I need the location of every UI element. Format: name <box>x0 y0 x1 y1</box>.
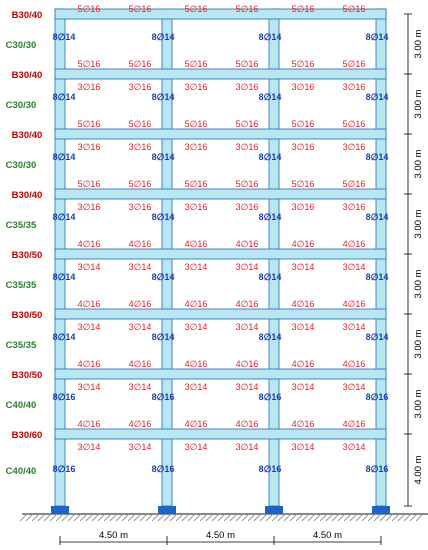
span-dimension-label: 4.50 m <box>312 530 343 541</box>
column-rebar-label: 8∅14 <box>365 32 389 42</box>
beam-bottom-rebar-right: 5∅16 <box>128 59 152 69</box>
beam-bottom-rebar-left: 4∅16 <box>291 359 315 369</box>
beam-type-label: B30/40 <box>11 70 43 81</box>
beam-level-4 <box>55 189 386 199</box>
beam-level-2 <box>55 69 386 79</box>
beam-top-rebar-left: 3∅14 <box>77 322 101 332</box>
ground-hatch <box>404 515 410 521</box>
beam-top-rebar-left: 3∅16 <box>291 142 315 152</box>
beam-level-5 <box>55 249 386 259</box>
ground-hatch <box>320 515 326 521</box>
beam-top-rebar-right: 3∅14 <box>342 382 366 392</box>
beam-top-rebar-right: 5∅16 <box>235 4 259 14</box>
ground-hatch <box>200 515 206 521</box>
storey-height-label: 3.00 m <box>413 389 424 419</box>
ground-hatch <box>266 515 272 521</box>
beam-bottom-rebar-right: 5∅16 <box>128 179 152 189</box>
ground-hatch <box>386 515 392 521</box>
column-rebar-label: 8∅16 <box>258 392 282 402</box>
column-rebar-label: 8∅14 <box>52 272 76 282</box>
ground-hatch <box>56 515 62 521</box>
beam-bottom-rebar-right: 5∅16 <box>235 119 259 129</box>
beam-top-rebar-right: 3∅14 <box>342 322 366 332</box>
ground-hatch <box>278 515 284 521</box>
column-rebar-label: 8∅14 <box>258 32 282 42</box>
beam-top-rebar-left: 3∅14 <box>291 322 315 332</box>
beam-type-label: B30/40 <box>11 10 43 21</box>
beam-bottom-rebar-right: 4∅16 <box>128 239 152 249</box>
beam-top-rebar-left: 3∅14 <box>291 262 315 272</box>
beam-top-rebar-left: 3∅14 <box>184 382 208 392</box>
column-type-label: C40/40 <box>5 466 37 477</box>
storey-height-label: 3.00 m <box>413 149 424 179</box>
ground-hatch <box>350 515 356 521</box>
column-rebar-label: 8∅16 <box>365 392 389 402</box>
ground-hatch <box>314 515 320 521</box>
column-rebar-label: 8∅16 <box>52 464 76 474</box>
beam-top-rebar-right: 3∅16 <box>235 202 259 212</box>
beam-top-rebar-left: 3∅16 <box>77 142 101 152</box>
ground-hatch <box>170 515 176 521</box>
column-rebar-label: 8∅14 <box>365 92 389 102</box>
beam-top-rebar-right: 3∅16 <box>235 142 259 152</box>
beam-bottom-rebar-right: 4∅16 <box>342 419 366 429</box>
beam-bottom-rebar-left: 4∅16 <box>291 239 315 249</box>
beam-type-label: B30/40 <box>11 130 43 141</box>
beam-top-rebar-left: 3∅16 <box>184 82 208 92</box>
ground-hatch <box>20 515 26 521</box>
beam-top-rebar-right: 3∅16 <box>235 82 259 92</box>
column-rebar-label: 8∅14 <box>151 152 175 162</box>
ground-hatch <box>98 515 104 521</box>
ground-hatching <box>20 514 428 521</box>
column-type-label: C35/35 <box>5 280 37 291</box>
ground-hatch <box>272 515 278 521</box>
beam-top-rebar-right: 3∅14 <box>235 382 259 392</box>
beam-top-rebar-left: 3∅14 <box>77 262 101 272</box>
beam-type-label: B30/50 <box>11 310 43 321</box>
beam-top-rebar-right: 3∅16 <box>128 202 152 212</box>
ground-hatch <box>152 515 158 521</box>
ground-hatch <box>134 515 140 521</box>
column-rebar-label: 8∅16 <box>258 464 282 474</box>
ground-hatch <box>50 515 56 521</box>
ground-hatch <box>368 515 374 521</box>
column-type-label: C35/35 <box>5 340 37 351</box>
ground-hatch <box>230 515 236 521</box>
beam-bottom-rebar-left: 4∅16 <box>184 419 208 429</box>
beam-top-rebar-left: 3∅14 <box>291 442 315 452</box>
beam-top-rebar-right: 3∅16 <box>342 142 366 152</box>
beam-bottom-rebar-right: 4∅16 <box>235 359 259 369</box>
storey-height-label: 3.00 m <box>413 29 424 59</box>
beam-top-rebar-left: 3∅14 <box>77 382 101 392</box>
ground-hatch <box>122 515 128 521</box>
support-4 <box>372 506 390 514</box>
column-rebar-label: 8∅14 <box>258 272 282 282</box>
ground-hatch <box>158 515 164 521</box>
span-dimension-label: 4.50 m <box>98 530 129 541</box>
beam-bottom-rebar-left: 4∅16 <box>77 239 101 249</box>
ground-hatch <box>296 515 302 521</box>
ground-hatch <box>26 515 32 521</box>
column-rebar-label: 8∅14 <box>52 332 76 342</box>
ground-hatch <box>410 515 416 521</box>
ground-hatch <box>188 515 194 521</box>
beam-bottom-rebar-right: 4∅16 <box>235 239 259 249</box>
ground-hatch <box>110 515 116 521</box>
beam-bottom-rebar-left: 4∅16 <box>291 299 315 309</box>
ground-hatch <box>248 515 254 521</box>
beam-top-rebar-right: 3∅16 <box>128 82 152 92</box>
support-1 <box>51 506 69 514</box>
ground-hatch <box>380 515 386 521</box>
ground-hatch <box>146 515 152 521</box>
beam-bottom-rebar-left: 5∅16 <box>291 179 315 189</box>
beam-bottom-rebar-right: 5∅16 <box>235 179 259 189</box>
beam-top-rebar-right: 3∅16 <box>128 142 152 152</box>
column-rebar-label: 8∅14 <box>258 332 282 342</box>
beam-bottom-rebar-right: 4∅16 <box>342 299 366 309</box>
support-2 <box>158 506 176 514</box>
beam-top-rebar-right: 3∅16 <box>342 82 366 92</box>
column-rebar-label: 8∅14 <box>52 212 76 222</box>
ground-hatch <box>62 515 68 521</box>
span-dimension-label: 4.50 m <box>205 530 236 541</box>
column-rebar-label: 8∅14 <box>151 92 175 102</box>
column-rebar-label: 8∅14 <box>365 332 389 342</box>
beam-bottom-rebar-left: 5∅16 <box>184 179 208 189</box>
beam-level-3 <box>55 129 386 139</box>
ground-hatch <box>284 515 290 521</box>
beam-top-rebar-right: 3∅14 <box>128 262 152 272</box>
beam-bottom-rebar-left: 5∅16 <box>77 179 101 189</box>
beam-type-label: B30/50 <box>11 250 43 261</box>
storey-height-label: 3.00 m <box>413 209 424 239</box>
beam-bottom-rebar-left: 5∅16 <box>291 59 315 69</box>
beam-top-rebar-left: 5∅16 <box>184 4 208 14</box>
storey-height-label: 3.00 m <box>413 329 424 359</box>
column-rebar-label: 8∅14 <box>52 32 76 42</box>
beam-top-rebar-right: 5∅16 <box>128 4 152 14</box>
ground-hatch <box>140 515 146 521</box>
beam-top-rebar-right: 3∅14 <box>342 442 366 452</box>
beam-level-7 <box>55 369 386 379</box>
ground-hatch <box>206 515 212 521</box>
storey-height-label: 3.00 m <box>413 269 424 299</box>
column-supports <box>51 506 390 514</box>
column-rebar-label: 8∅14 <box>258 152 282 162</box>
ground-hatch <box>224 515 230 521</box>
ground-hatch <box>398 515 404 521</box>
ground-hatch <box>326 515 332 521</box>
beam-bottom-rebar-right: 5∅16 <box>235 59 259 69</box>
beam-top-rebar-right: 3∅14 <box>235 322 259 332</box>
beam-bottom-rebar-left: 5∅16 <box>184 119 208 129</box>
beam-bottom-rebar-right: 4∅16 <box>128 299 152 309</box>
beam-top-rebar-left: 3∅16 <box>291 202 315 212</box>
column-type-label: C40/40 <box>5 400 37 411</box>
column-rebar-label: 8∅14 <box>151 272 175 282</box>
column-rebar-label: 8∅14 <box>365 272 389 282</box>
beam-type-label: B30/50 <box>11 370 43 381</box>
beam-top-rebar-left: 3∅16 <box>77 202 101 212</box>
beam-bottom-rebar-right: 4∅16 <box>342 239 366 249</box>
beam-bottom-rebar-left: 5∅16 <box>77 59 101 69</box>
beam-top-rebar-right: 3∅16 <box>342 202 366 212</box>
ground-hatch <box>242 515 248 521</box>
column-rebar-label: 8∅14 <box>365 152 389 162</box>
column-type-label: C35/35 <box>5 220 37 231</box>
column-rebar-label: 8∅16 <box>365 464 389 474</box>
beam-bottom-rebar-left: 4∅16 <box>184 359 208 369</box>
ground-hatch <box>194 515 200 521</box>
beam-top-rebar-left: 3∅16 <box>291 82 315 92</box>
beam-level-1 <box>55 9 386 19</box>
ground-hatch <box>362 515 368 521</box>
ground-hatch <box>104 515 110 521</box>
beam-bottom-rebar-right: 5∅16 <box>342 179 366 189</box>
ground-hatch <box>74 515 80 521</box>
beam-top-rebar-left: 3∅16 <box>184 202 208 212</box>
beam-type-label: B30/40 <box>11 190 43 201</box>
column-rebar-label: 8∅16 <box>52 392 76 402</box>
ground-hatch <box>236 515 242 521</box>
ground-hatch <box>254 515 260 521</box>
column-type-label: C30/30 <box>5 160 37 171</box>
beam-bottom-rebar-right: 5∅16 <box>128 119 152 129</box>
beam-top-rebar-left: 5∅16 <box>291 4 315 14</box>
column-rebar-label: 8∅14 <box>258 212 282 222</box>
beam-bottom-rebar-right: 4∅16 <box>235 299 259 309</box>
beam-level-8 <box>55 429 386 439</box>
beam-top-rebar-right: 3∅14 <box>128 322 152 332</box>
beam-top-rebar-left: 3∅16 <box>77 82 101 92</box>
ground-hatch <box>338 515 344 521</box>
ground-hatch <box>344 515 350 521</box>
beam-bottom-rebar-right: 5∅16 <box>342 119 366 129</box>
ground-hatch <box>176 515 182 521</box>
beam-bottom-rebar-right: 5∅16 <box>342 59 366 69</box>
beam-top-rebar-left: 3∅14 <box>184 442 208 452</box>
column-rebar-label: 8∅14 <box>151 212 175 222</box>
ground-hatch <box>44 515 50 521</box>
ground-hatch <box>182 515 188 521</box>
ground-hatch <box>32 515 38 521</box>
ground-hatch <box>212 515 218 521</box>
ground-hatch <box>116 515 122 521</box>
beam-bottom-rebar-right: 4∅16 <box>128 359 152 369</box>
beam-top-rebar-left: 5∅16 <box>77 4 101 14</box>
beam-bottom-rebar-left: 5∅16 <box>291 119 315 129</box>
beam-bottom-rebar-left: 4∅16 <box>184 239 208 249</box>
ground-hatch <box>92 515 98 521</box>
beam-top-rebar-left: 3∅16 <box>184 142 208 152</box>
beam-top-rebar-right: 3∅14 <box>235 442 259 452</box>
beam-bottom-rebar-left: 4∅16 <box>184 299 208 309</box>
ground-hatch <box>356 515 362 521</box>
ground-hatch <box>302 515 308 521</box>
ground-hatch <box>68 515 74 521</box>
ground-hatch <box>392 515 398 521</box>
ground-hatch <box>416 515 422 521</box>
ground-hatch <box>290 515 296 521</box>
beam-type-label: B30/60 <box>11 430 43 441</box>
beam-top-rebar-right: 3∅14 <box>128 442 152 452</box>
column-rebar-label: 8∅14 <box>365 212 389 222</box>
beam-top-rebar-right: 5∅16 <box>342 4 366 14</box>
ground-hatch <box>374 515 380 521</box>
beam-top-rebar-right: 3∅14 <box>235 262 259 272</box>
beam-bottom-rebar-left: 4∅16 <box>77 419 101 429</box>
beam-bottom-rebar-left: 5∅16 <box>184 59 208 69</box>
ground-hatch <box>128 515 134 521</box>
beam-top-rebar-right: 3∅14 <box>342 262 366 272</box>
ground-hatch <box>332 515 338 521</box>
beam-bottom-rebar-right: 4∅16 <box>342 359 366 369</box>
ground-hatch <box>260 515 266 521</box>
column-rebar-label: 8∅14 <box>52 92 76 102</box>
ground-hatch <box>80 515 86 521</box>
ground-hatch <box>86 515 92 521</box>
column-rebar-label: 8∅14 <box>52 152 76 162</box>
storey-height-label: 3.00 m <box>413 89 424 119</box>
beam-bottom-rebar-right: 4∅16 <box>128 419 152 429</box>
beam-top-rebar-left: 3∅14 <box>77 442 101 452</box>
ground-hatch <box>308 515 314 521</box>
beam-level-6 <box>55 309 386 319</box>
beam-top-rebar-left: 3∅14 <box>184 262 208 272</box>
column-rebar-label: 8∅14 <box>151 32 175 42</box>
beam-bottom-rebar-left: 4∅16 <box>77 359 101 369</box>
column-type-label: C30/30 <box>5 100 37 111</box>
beam-bottom-rebar-left: 4∅16 <box>291 419 315 429</box>
column-rebar-label: 8∅16 <box>151 392 175 402</box>
beam-bottom-rebar-left: 4∅16 <box>77 299 101 309</box>
column-rebar-label: 8∅14 <box>151 332 175 342</box>
beam-top-rebar-left: 3∅14 <box>184 322 208 332</box>
beam-top-rebar-left: 3∅14 <box>291 382 315 392</box>
storey-height-label: 4.00 m <box>413 455 424 485</box>
frame-members <box>52 9 386 506</box>
ground-hatch <box>164 515 170 521</box>
column-rebar-label: 8∅14 <box>258 92 282 102</box>
beam-bottom-rebar-right: 4∅16 <box>235 419 259 429</box>
beam-bottom-rebar-left: 5∅16 <box>77 119 101 129</box>
column-type-label: C30/30 <box>5 40 37 51</box>
beam-top-rebar-right: 3∅14 <box>128 382 152 392</box>
ground-hatch <box>38 515 44 521</box>
ground-hatch <box>218 515 224 521</box>
column-rebar-label: 8∅16 <box>151 464 175 474</box>
support-3 <box>265 506 283 514</box>
